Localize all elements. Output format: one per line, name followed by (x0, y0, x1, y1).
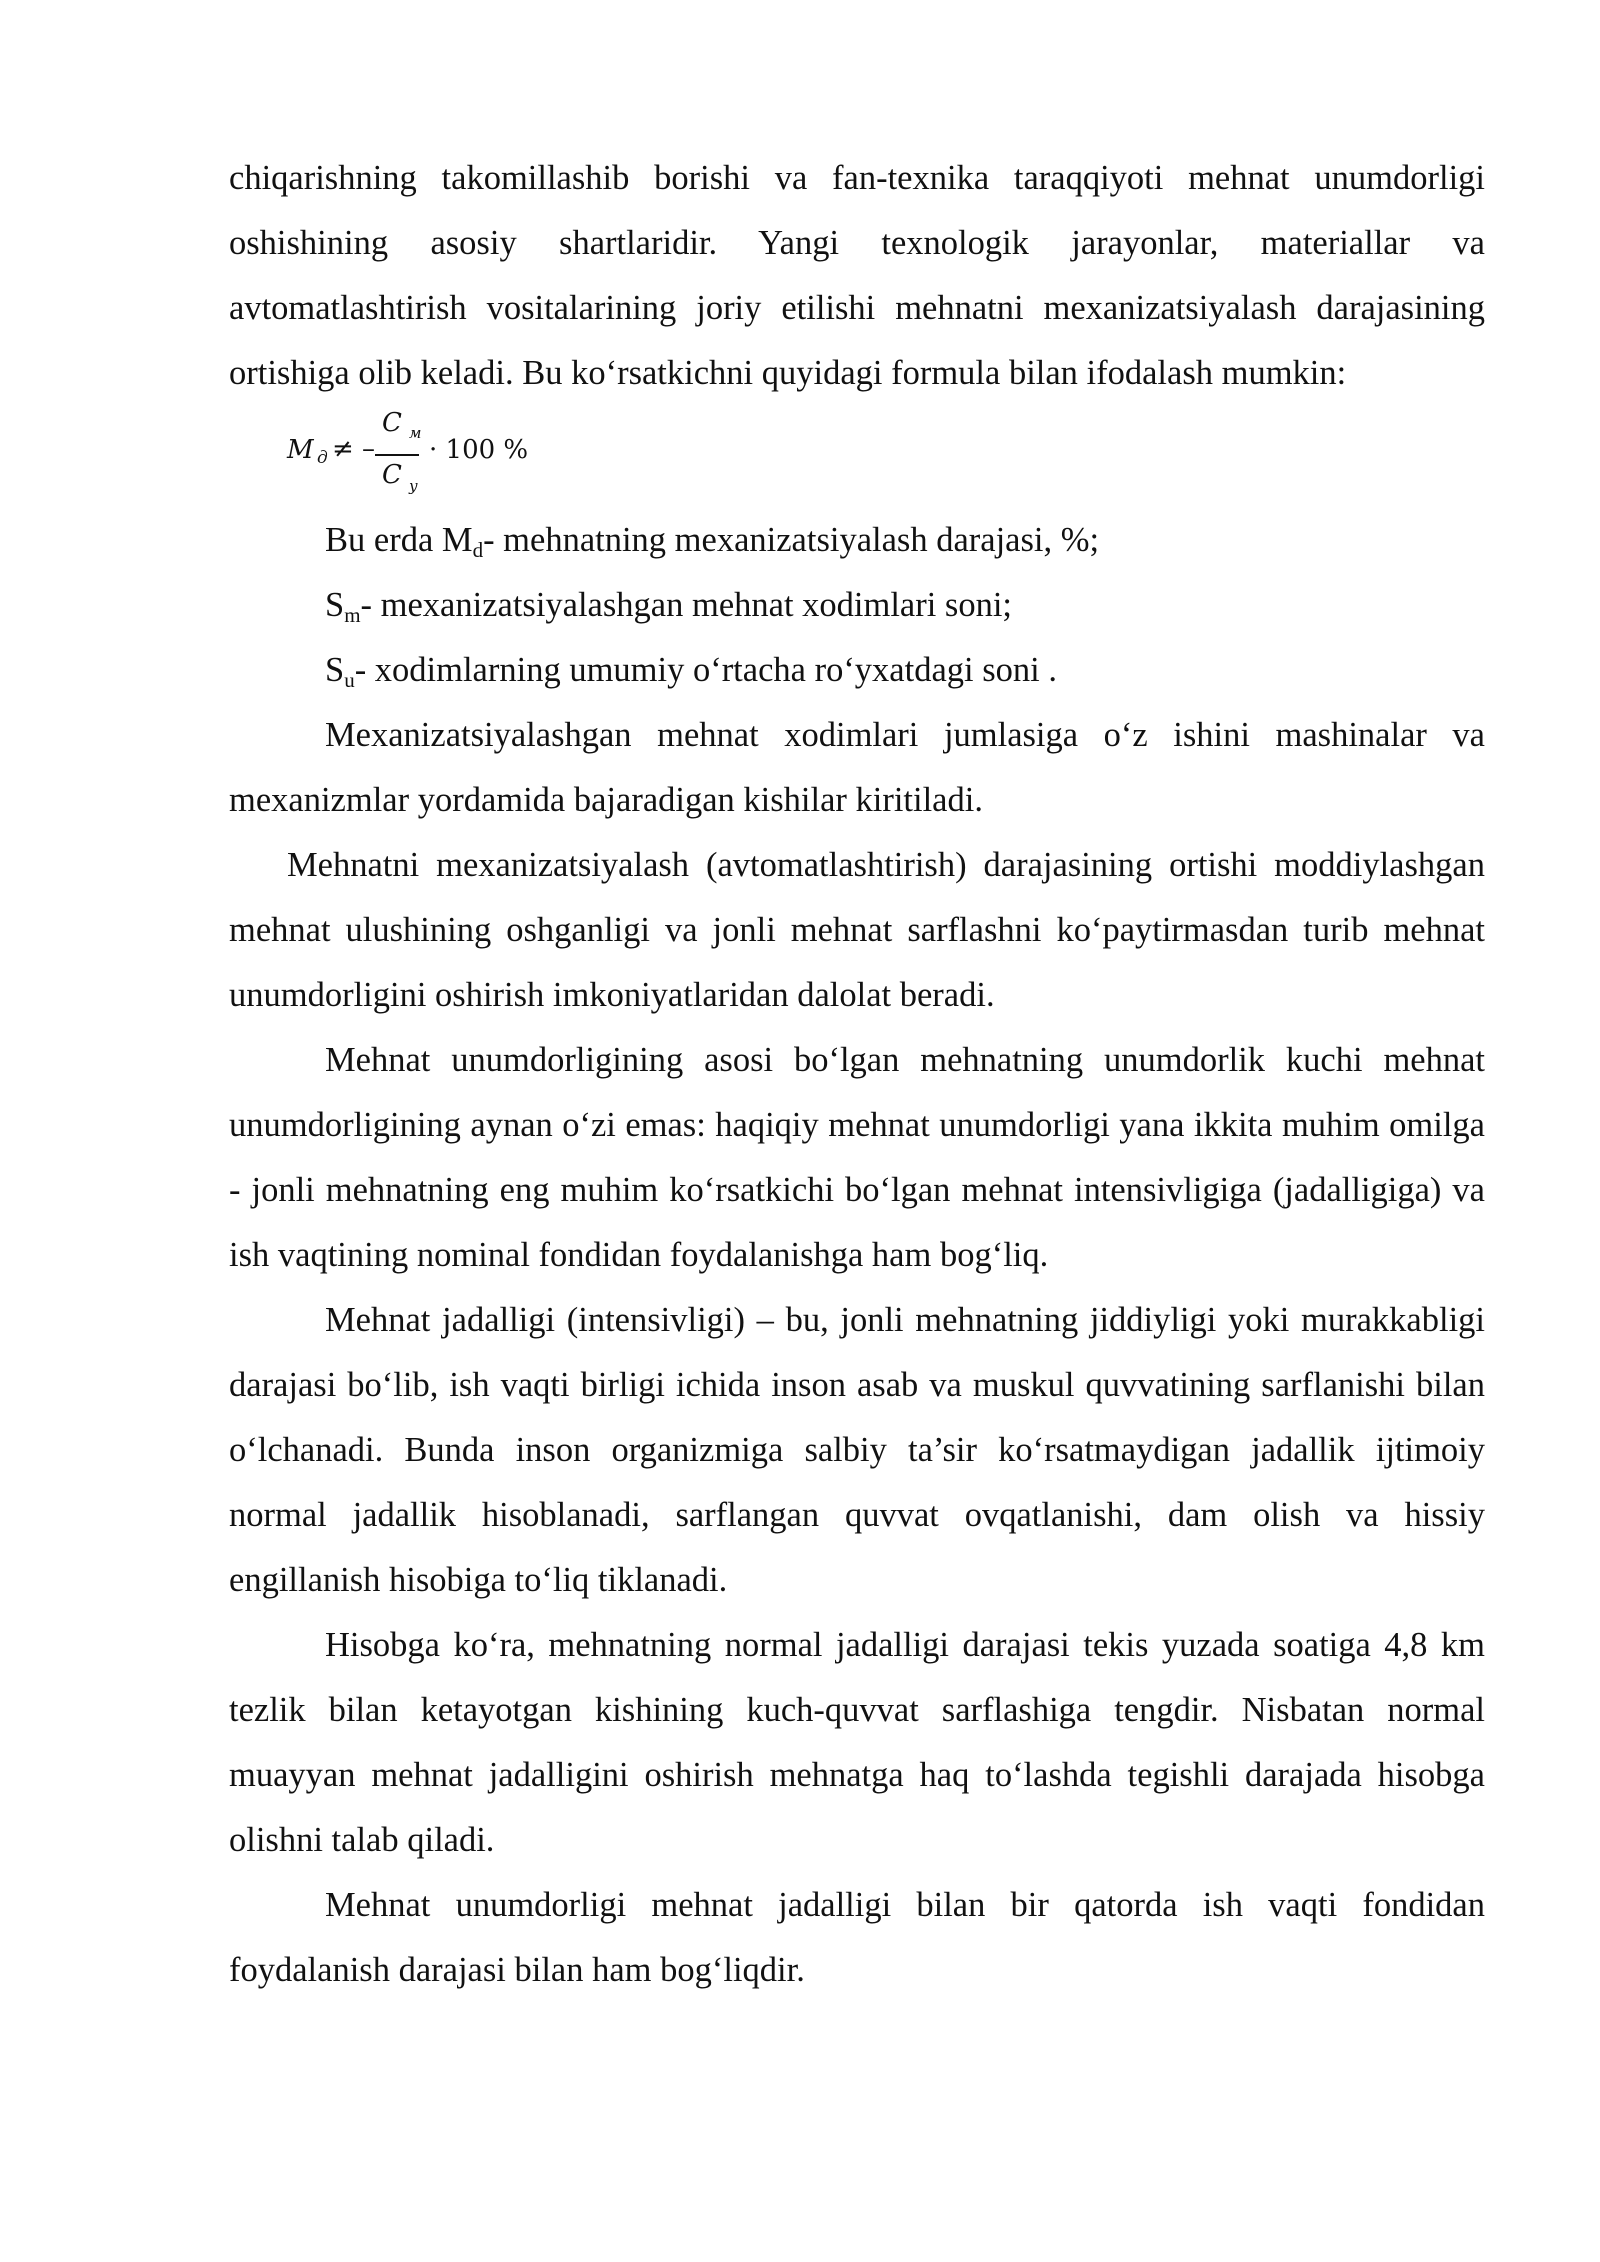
paragraph-normal-intensity: Hisobga ko‘ra, mehnatning normal jadalligi darajasi tekis yuzada soatiga 4,8 km tezlik bilan ketayotgan kishining kuch-quvvat sarflashiga tengdir. Nisbatan normal muayyan mehnat jadalligini oshirish mehnatga haq to‘lashda tegishli darajada hisobga olishni talab qiladi. (229, 1626, 1485, 1859)
definition-md: Bu erda Md- mehnatning mexanizatsiyalash darajasi, %; (325, 521, 1100, 562)
formula-lhs-sub: д (317, 448, 328, 468)
paragraph-work-time-fund: Mehnat unumdorligi mehnat jadalligi bilan bir qatorda ish vaqti fondidan foydalanish darajasi bilan ham bog‘liqdir. (229, 1886, 1485, 1989)
definition-sm: Sm- mexanizatsiyalashgan mehnat xodimlari soni; (325, 586, 1013, 627)
paragraph-mechanized-workers: Mexanizatsiyalashgan mehnat xodimlari jumlasiga o‘z ishini mashinalar va mexanizmlar yordamida bajaradigan kishilar kiritiladi. (229, 716, 1485, 819)
formula-multiplier: · 100 % (429, 435, 529, 465)
paragraph-intro: chiqarishning takomillashib borishi va fan-texnika taraqqiyoti mehnat unumdorligi oshishining asosiy shartlaridir. Yangi texnologik jarayonlar, materiallar va avtomatlashtirish vositalarining joriy etilishi mehnatni mexanizatsiyalash darajasining ortishiga olib keladi. Bu ko‘rsatkichni quyidagi formula bilan ifodalash mumkin: (229, 159, 1485, 392)
definition-su: Su- xodimlarning umumiy o‘rtacha ro‘yxatdagi soni . (325, 651, 1057, 692)
formula-denominator-sub: у (409, 477, 418, 495)
formula-denominator: C (382, 460, 402, 490)
fraction-bar (375, 454, 419, 456)
formula-lhs: M (287, 435, 314, 465)
formula-relation: ≠ – (332, 434, 376, 464)
formula-numerator: C (382, 408, 402, 438)
paragraph-productivity-basis: Mehnat unumdorligining asosi bo‘lgan mehnatning unumdorlik kuchi mehnat unumdorligining aynan o‘zi emas: haqiqiy mehnat unumdorligi yana ikkita muhim omilga - jonli mehnatning eng muhim ko‘rsatkichi bo‘lgan mehnat intensivligiga (jadalligiga) va ish vaqtining nominal fondidan foydalanishga ham bog‘liq. (229, 1041, 1485, 1274)
paragraph-labor-intensity: Mehnat jadalligi (intensivligi) – bu, jonli mehnatning jiddiyligi yoki murakkabligi darajasi bo‘lib, ish vaqti birligi ichida inson asab va muskul quvvatining sarflanishi bilan o‘lchanadi. Bunda inson organizmiga salbiy ta’sir ko‘rsatmaydigan jadallik ijtimoiy normal jadallik hisoblanadi, sarflangan quvvat ovqatlanishi, dam olish va hissiy engillanish hisobiga to‘liq tiklanadi. (229, 1301, 1485, 1599)
formula-numerator-sub: м (409, 424, 422, 442)
paragraph-mechanization-growth: Mehnatni mexanizatsiyalash (avtomatlashtirish) darajasining ortishi moddiylashgan mehnat ulushining oshganligi va jonli mehnat sarflashni ko‘paytirmasdan turib mehnat unumdorligini oshirish imkoniyatlaridan dalolat beradi. (229, 846, 1485, 1014)
